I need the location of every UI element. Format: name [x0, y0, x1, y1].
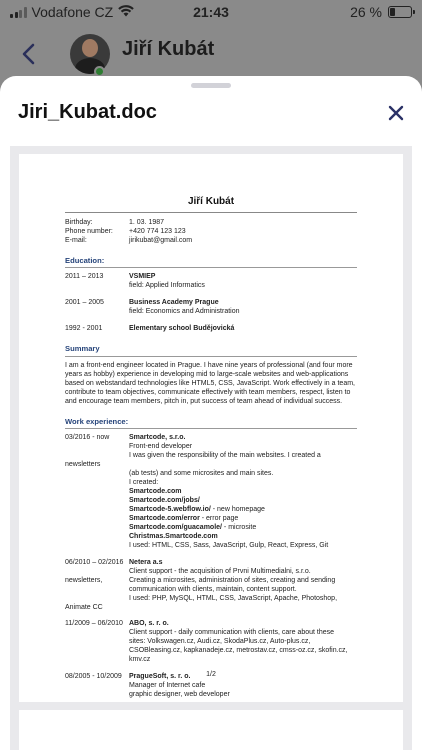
job-date: 06/2010 – 02/2016: [65, 558, 124, 566]
job-left-line: [65, 533, 129, 542]
job-date: 08/2005 - 10/2009: [65, 673, 122, 681]
status-right: [350, 4, 412, 20]
job-detail: [129, 434, 357, 550]
job-line: [129, 479, 357, 488]
job-line: [129, 542, 357, 551]
cv-name: Jiří Kubát: [65, 196, 357, 213]
signal-icon: [10, 7, 27, 18]
job-left-line: [65, 656, 129, 665]
contact-key: E-mail:: [65, 236, 87, 244]
job-line-text: Front-end developer: [129, 443, 193, 451]
job-left-line: Animate CC: [65, 603, 103, 611]
job-line-text: Client support - the acquisition of Prvni Multimedialni, s.r.o.: [129, 567, 311, 575]
contact-name[interactable]: Jiří Kubát: [122, 37, 215, 60]
job-line: [129, 629, 357, 638]
job-date-col: [65, 559, 129, 613]
job-line-text: Christmas.Smartcode.com: [129, 532, 218, 540]
education-date: 2001 – 2005: [65, 299, 104, 307]
summary-heading: Summary: [65, 344, 357, 357]
job-detail: [129, 620, 357, 665]
education-detail: [129, 299, 240, 317]
job-line: [129, 470, 357, 479]
work-experience-list: [65, 434, 357, 700]
job-line: [129, 443, 357, 452]
education-school: Elementary school Budějovická: [129, 325, 235, 333]
job-left-line: [65, 497, 129, 506]
education-row: [65, 325, 357, 334]
job-line: [129, 515, 357, 524]
document-viewer[interactable]: [10, 146, 412, 750]
job-line-text: Manager of Internet cafe: [129, 682, 206, 690]
job-line: [129, 524, 357, 533]
job-line: [129, 568, 357, 577]
clock: 21:43: [193, 4, 229, 20]
job-left-line: [65, 488, 129, 497]
job-left-line: newsletters,: [65, 576, 103, 584]
job-line: [129, 506, 357, 515]
contact-row: [65, 237, 357, 246]
job-left-line: [65, 682, 129, 691]
job-left-line: [65, 506, 129, 515]
job-company: Smartcode, s.r.o.: [129, 434, 186, 442]
wifi-icon: [118, 4, 134, 20]
cv-contact-info: [65, 219, 357, 246]
job-left-line: newsletters: [65, 461, 101, 469]
job-row: [65, 559, 357, 613]
education-list: [65, 273, 357, 334]
document-page-1: [19, 154, 403, 702]
contact-value: +420 774 123 123: [129, 227, 186, 235]
battery-icon: [388, 6, 412, 18]
job-line-text: Smartcode.com/guacamole/: [129, 523, 222, 531]
job-line: [129, 497, 357, 506]
chevron-left-icon: [21, 43, 35, 65]
education-heading: Education:: [65, 256, 357, 269]
education-field: field: Applied Informatics: [129, 282, 205, 290]
close-button[interactable]: [386, 103, 406, 123]
job-line: [129, 452, 357, 461]
education-date: 1992 - 2001: [65, 325, 103, 333]
job-left-line: [65, 629, 129, 638]
education-date: 2011 – 2013: [65, 273, 104, 281]
status-left: [10, 4, 134, 20]
job-line-text: sites: Volkswagen.cz, Audi.cz, SkodaPlus.cz, Auto-plus.cz,: [129, 638, 311, 646]
job-company: Netera a.s: [129, 558, 163, 566]
education-detail: [129, 325, 234, 334]
job-left-line: [65, 691, 129, 700]
job-line: [129, 533, 357, 542]
job-left-line: [65, 595, 129, 604]
work-heading: Work experience:: [65, 417, 357, 430]
job-line: [129, 586, 357, 595]
battery-percent: 26 %: [350, 4, 382, 20]
job-line-text: communication with clients, maintain, content support.: [129, 585, 297, 593]
job-line-text: Smartcode-5.webflow.io/: [129, 505, 211, 513]
job-company: ABO, s. r. o.: [129, 620, 169, 628]
contact-value: jirikubat@gmail.com: [129, 236, 193, 244]
job-line: [129, 638, 357, 647]
job-line-text: I used: PHP, MySQL, HTML, CSS, JavaScript, Apache, Photoshop,: [129, 594, 338, 602]
job-left-line: [65, 586, 129, 595]
job-left-line: [65, 568, 129, 577]
job-line: [129, 656, 357, 665]
job-line: [129, 691, 357, 700]
education-school: Business Academy Prague: [129, 299, 219, 307]
job-line-text: I used: HTML, CSS, Sass, JavaScript, Gulp, React, Express, Git: [129, 541, 329, 549]
close-icon: [388, 105, 404, 121]
job-date: 11/2009 – 06/2010: [65, 620, 123, 628]
education-row: [65, 273, 357, 291]
summary-text: I am a front-end engineer located in Prague. I have nine years of professional (and four more years as hobby) experience in developing mid to large-scale websites and web-applications based on webstandard technologies like HTML5, CSS, JavaScript. Work effectively in a team, contribute to team objectives, communicate effectively with team members, respect, listen to and encourage team members, pitch in, put success of team ahead of individual success.: [65, 361, 355, 405]
document-page-2: [19, 710, 403, 750]
job-company: PragueSoft, s. r. o.: [129, 673, 191, 681]
job-line-text: Smartcode.com: [129, 488, 182, 496]
carrier-label: Vodafone CZ: [31, 4, 114, 20]
job-left-line: [65, 515, 129, 524]
document-sheet: [0, 76, 422, 750]
job-line: [129, 488, 357, 497]
job-line-text: Smartcode.com/jobs/: [129, 497, 200, 505]
job-line-text: (ab tests) and some microsites and main sites.: [129, 470, 274, 478]
education-field: field: Economics and Administration: [129, 308, 240, 316]
contact-value: 1. 03. 1987: [129, 218, 165, 226]
job-date-col: [65, 434, 129, 550]
battery-fill: [390, 8, 395, 16]
job-row: [65, 620, 357, 665]
page-number: 1/2: [206, 671, 216, 679]
contact-key: Birthday:: [65, 218, 93, 226]
job-detail: [129, 559, 357, 613]
job-line-rest: - microsite: [221, 523, 257, 531]
job-line-text: I was given the responsibility of the main websites. I created a: [129, 452, 321, 460]
job-line-text: Creating a microsites, administration of sites, creating and sending: [129, 576, 336, 584]
job-line-text: Client support - daily communication with clients, care about these: [129, 629, 335, 637]
job-line: [129, 682, 357, 691]
contact-row: [65, 219, 357, 228]
job-line-text: graphic designer, web developer: [129, 691, 230, 699]
job-left-line: [65, 479, 129, 488]
job-date: 03/2016 - now: [65, 434, 110, 442]
education-row: [65, 299, 357, 317]
job-line: [129, 647, 357, 656]
job-left-line: [65, 443, 129, 452]
job-line: [129, 604, 357, 613]
job-left-line: [65, 542, 129, 551]
job-line-text: I created:: [129, 479, 159, 487]
job-line-text: CSOBleasing.cz, kapkanadeje.cz, metrostav.cz, cmss-oz.cz, skofin.cz,: [129, 647, 348, 655]
contact-key: Phone number:: [65, 227, 113, 235]
job-line: [129, 577, 357, 586]
job-line-text: Smartcode.com/error: [129, 514, 200, 522]
job-left-line: [65, 452, 129, 461]
job-left-line: [65, 647, 129, 656]
education-school: VSMIEP: [129, 273, 156, 281]
job-line-rest: - error page: [199, 514, 239, 522]
job-date-col: [65, 620, 129, 665]
contact-row: [65, 228, 357, 237]
job-row: [65, 434, 357, 550]
job-left-line: [65, 638, 129, 647]
job-left-line: [65, 470, 129, 479]
sheet-grabber[interactable]: [191, 83, 231, 88]
job-left-line: [65, 524, 129, 533]
job-line: [129, 595, 357, 604]
job-line-text: kmv.cz: [129, 656, 151, 664]
sheet-title: Jiri_Kubat.doc: [18, 101, 157, 123]
status-bar: [0, 0, 422, 24]
chat-header: [0, 24, 422, 84]
job-line: [129, 461, 357, 470]
job-line-rest: - new homepage: [210, 505, 265, 513]
back-button[interactable]: [14, 40, 42, 68]
education-detail: [129, 273, 205, 291]
